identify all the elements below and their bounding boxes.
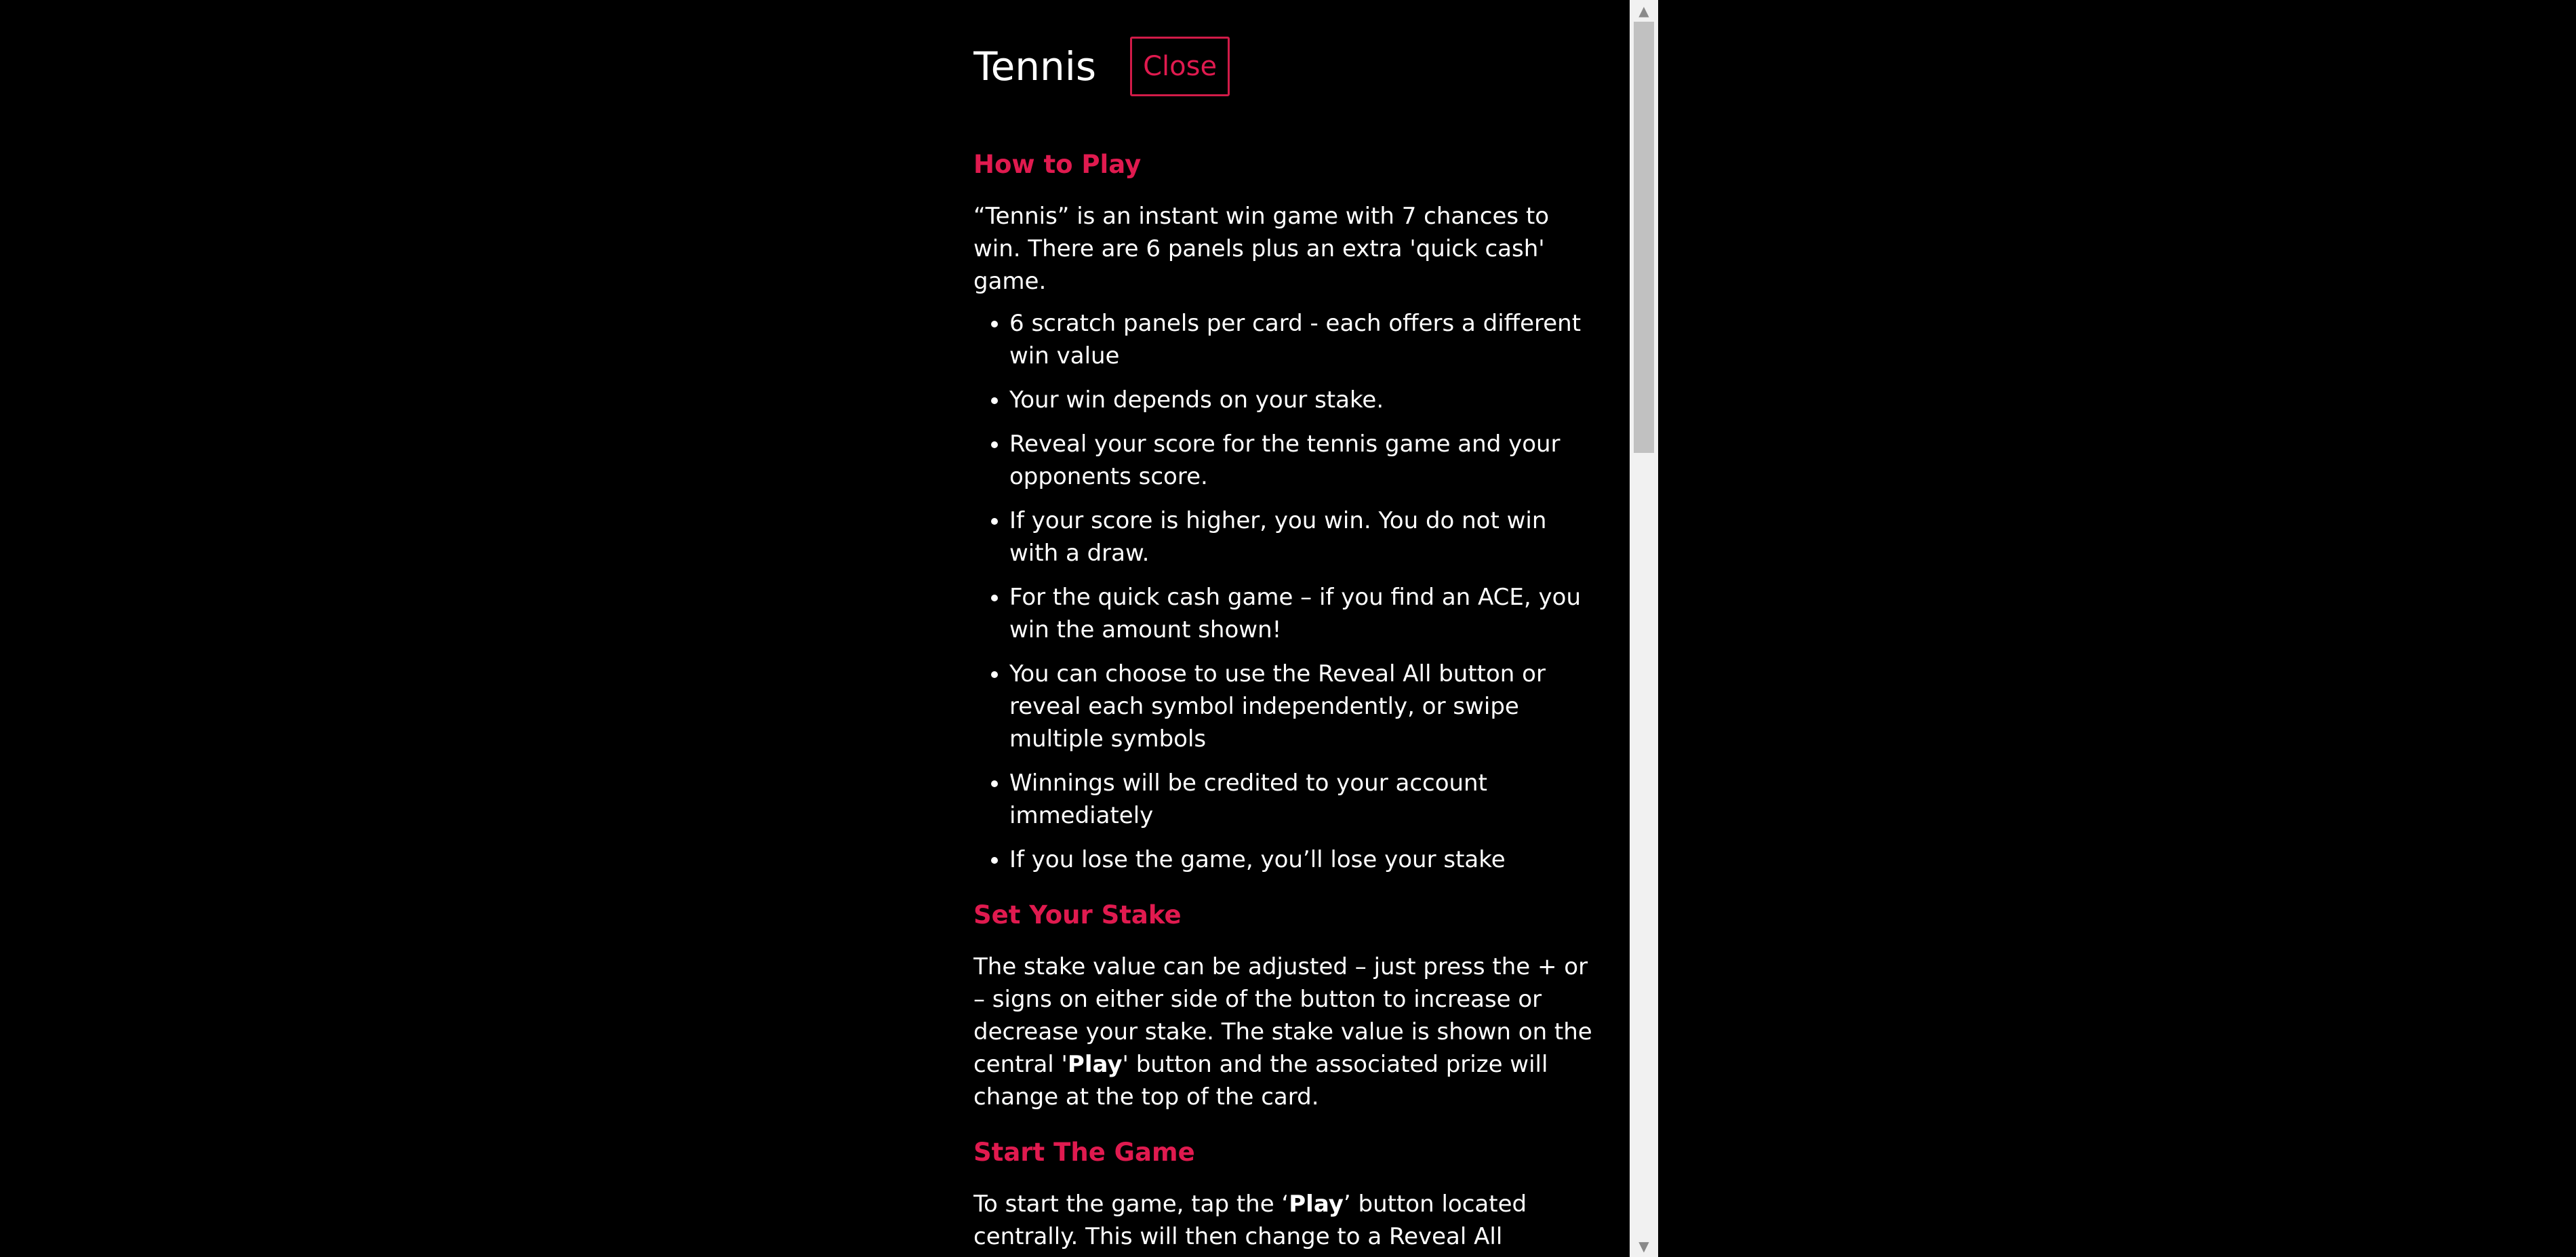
list-item: • If you lose the game, you’ll lose your stake [1009,843,1597,876]
set-stake-text-after: ' button and the associated prize will change at the top of the card. [973,1051,1548,1111]
start-game-text-after: ’ button located centrally. This will then change to a Reveal All [973,1191,1527,1250]
list-item: • Reveal your score for the tennis game and your opponents score. [1009,428,1597,493]
set-stake-play-bold: Play [1067,1051,1123,1078]
start-game-heading: Start The Game [973,1138,1195,1167]
list-item: • 6 scratch panels per card - each offers a different win value [1009,307,1597,372]
start-game-play-bold: Play [1289,1191,1344,1218]
vertical-scrollbar[interactable] [1630,0,1658,1257]
how-to-play-intro: “Tennis” is an instant win game with 7 chances to win. There are 6 panels plus an extra 'quick cash' game. [973,203,1550,295]
how-to-play-list [973,307,1597,876]
rules-header [973,35,1230,98]
rules-content [973,146,1597,1257]
set-stake-text [973,951,1597,1113]
rules-panel [973,0,1631,1257]
set-stake-text-before: The stake value can be adjusted – just press the + or – signs on either side of the button to increase or decrease your stake. The stake value is shown on the central ' [973,953,1592,1078]
set-stake-heading: Set Your Stake [973,900,1182,930]
how-to-play-heading: How to Play [973,150,1142,179]
list-item: • Winnings will be credited to your account immediately [1009,767,1597,832]
game-title: Tennis [973,43,1097,89]
start-game-text-before: To start the game, tap the ‘ [973,1191,1289,1218]
how-to-play-section [973,146,1597,876]
start-game-section [973,1134,1597,1253]
scroll-down-arrow-icon[interactable]: ▼ [1638,1238,1649,1254]
set-stake-section [973,896,1597,1113]
list-item: • If your score is higher, you win. You do not win with a draw. [1009,504,1597,570]
list-item: • Your win depends on your stake. [1009,384,1597,416]
list-item: • You can choose to use the Reveal All button or reveal each symbol independently, or swipe multiple symbols [1009,658,1597,755]
scroll-up-arrow-icon[interactable]: ▲ [1638,3,1649,19]
start-game-text [973,1188,1597,1253]
close-button[interactable]: Close [1130,37,1230,96]
scrollbar-thumb[interactable] [1634,22,1654,453]
list-item: • For the quick cash game – if you find an ACE, you win the amount shown! [1009,581,1597,646]
